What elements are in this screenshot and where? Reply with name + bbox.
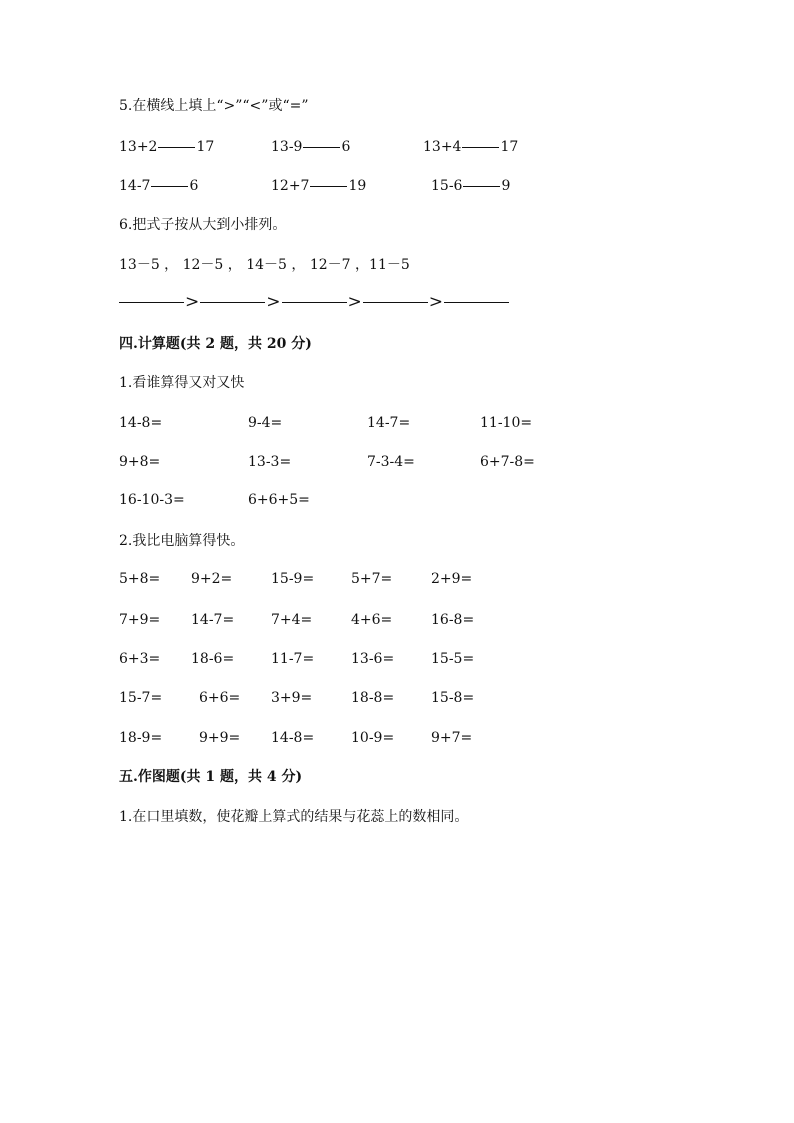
calc-item: 7+4= — [271, 612, 313, 628]
greater-than-sign: > — [185, 292, 200, 312]
greater-than-sign: > — [347, 292, 362, 312]
section5-heading: 五.作图题(共 1 题，共 4 分) — [119, 769, 303, 785]
calc-item: 9+2= — [191, 571, 233, 587]
compare-right: 19 — [348, 178, 367, 194]
compare-item — [271, 137, 350, 157]
calc-item: 15-9= — [271, 571, 315, 587]
q6-title: 6.把式子按从大到小排列。 — [119, 217, 287, 233]
calc-item: 16-10-3= — [119, 492, 185, 508]
calc-item: 16-8= — [431, 612, 475, 628]
greater-than-sign: > — [266, 292, 281, 312]
compare-item — [119, 176, 198, 196]
calc-item: 5+8= — [119, 571, 161, 587]
calc-item: 6+3= — [119, 651, 161, 667]
calc-item: 6+6+5= — [248, 492, 310, 508]
compare-right: 17 — [196, 139, 215, 155]
q6-expressions: 13－5 ， 12－5 ， 14－5 ， 12－7 ，11－5 — [119, 257, 410, 273]
answer-blank[interactable] — [463, 186, 500, 187]
answer-blank[interactable] — [444, 302, 509, 303]
calc-item: 3+9= — [271, 690, 313, 706]
compare-left: 14-7 — [119, 178, 151, 194]
calc-item: 15-8= — [431, 690, 475, 706]
calc-item: 5+7= — [351, 571, 393, 587]
calc-item: 9+9= — [199, 730, 241, 746]
section4-heading: 四.计算题(共 2 题，共 20 分) — [119, 336, 312, 352]
calc-item: 6+7-8= — [480, 454, 535, 470]
answer-blank[interactable] — [200, 302, 265, 303]
calc-item: 6+6= — [199, 690, 241, 706]
calc-item: 2+9= — [431, 571, 473, 587]
compare-left: 13-9 — [271, 139, 303, 155]
greater-than-sign: > — [428, 292, 443, 312]
calc-item: 9-4= — [248, 415, 283, 431]
compare-right: 6 — [341, 139, 351, 155]
calc-item: 10-9= — [351, 730, 395, 746]
calc-item: 14-7= — [191, 612, 235, 628]
calc-item: 18-6= — [191, 651, 235, 667]
compare-left: 15-6 — [431, 178, 463, 194]
calc-item: 11-7= — [271, 651, 315, 667]
calc-item: 9+8= — [119, 454, 161, 470]
calc-item: 4+6= — [351, 612, 393, 628]
compare-right: 17 — [500, 139, 519, 155]
calc-item: 13-3= — [248, 454, 292, 470]
calc-item: 15-5= — [431, 651, 475, 667]
answer-blank[interactable] — [363, 302, 428, 303]
q6-answer-row — [119, 292, 509, 313]
answer-blank[interactable] — [119, 302, 184, 303]
q5-title: 5.在横线上填上“>”“<”或“=” — [119, 98, 309, 114]
calc-item: 7+9= — [119, 612, 161, 628]
answer-blank[interactable] — [462, 147, 499, 148]
calc-item: 18-8= — [351, 690, 395, 706]
answer-blank[interactable] — [310, 186, 347, 187]
calc-item: 18-9= — [119, 730, 163, 746]
compare-item — [431, 176, 510, 196]
compare-left: 13+4 — [423, 139, 462, 155]
compare-left: 13+2 — [119, 139, 158, 155]
calc-item: 7-3-4= — [367, 454, 415, 470]
compare-right: 9 — [501, 178, 511, 194]
s4-q1-title: 1.看谁算得又对又快 — [119, 375, 245, 391]
calc-item: 11-10= — [480, 415, 533, 431]
calc-item: 15-7= — [119, 690, 163, 706]
calc-item: 13-6= — [351, 651, 395, 667]
answer-blank[interactable] — [158, 147, 195, 148]
calc-item: 14-7= — [367, 415, 411, 431]
compare-left: 12+7 — [271, 178, 310, 194]
compare-item — [271, 176, 366, 196]
answer-blank[interactable] — [282, 302, 347, 303]
compare-item — [119, 137, 214, 157]
answer-blank[interactable] — [303, 147, 340, 148]
compare-item — [423, 137, 518, 157]
calc-item: 9+7= — [431, 730, 473, 746]
answer-blank[interactable] — [151, 186, 188, 187]
s5-q1-title: 1.在口里填数，使花瓣上算式的结果与花蕊上的数相同。 — [119, 809, 469, 825]
compare-right: 6 — [189, 178, 199, 194]
calc-item: 14-8= — [271, 730, 315, 746]
s4-q2-title: 2.我比电脑算得快。 — [119, 533, 245, 549]
calc-item: 14-8= — [119, 415, 163, 431]
